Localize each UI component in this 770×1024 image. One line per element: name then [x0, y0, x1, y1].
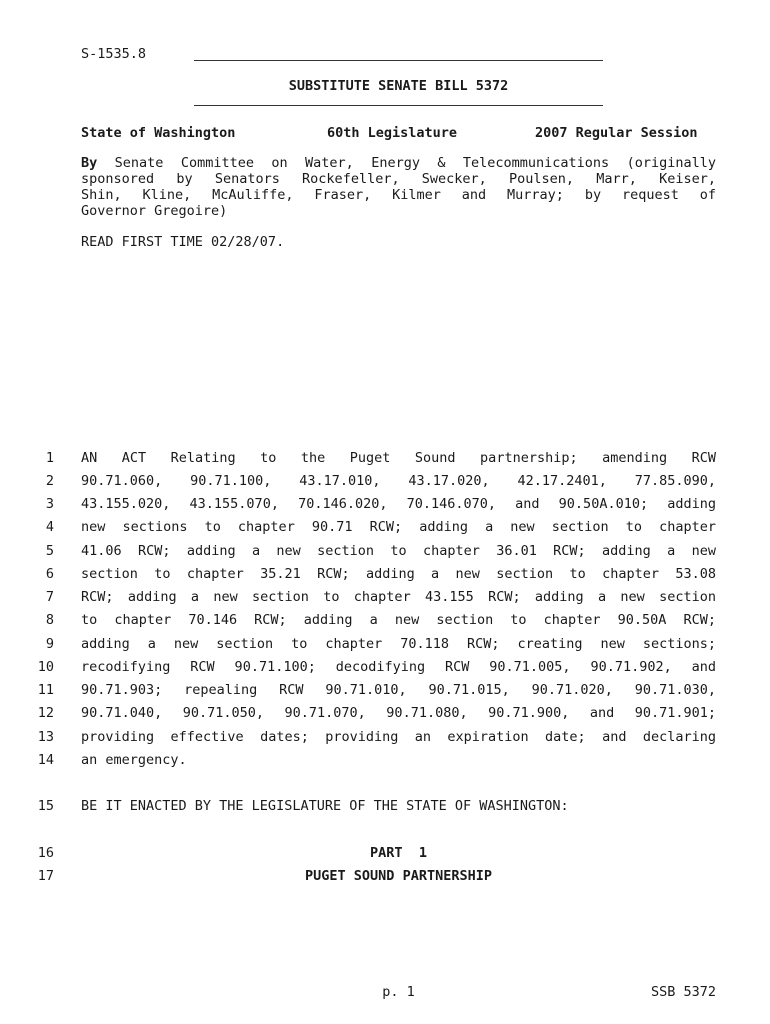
session-label: 2007 Regular Session [535, 125, 698, 141]
line-number: 9 [45, 636, 54, 652]
line-number: 15 [37, 798, 54, 814]
page-number: p. 1 [382, 984, 415, 1000]
line-text: 41.06 RCW; adding a new section to chapter 36.01 RCW; adding a new [81, 543, 716, 559]
line-number: 1 [45, 450, 54, 466]
by-label: By [81, 155, 98, 171]
line-number: 2 [45, 473, 54, 489]
legislature-label: 60th Legislature [327, 125, 458, 141]
line-number: 12 [37, 705, 54, 721]
line-number: 10 [37, 659, 54, 675]
sponsors-block [81, 155, 716, 219]
state-label: State of Washington [81, 125, 236, 141]
read-first-time: READ FIRST TIME 02/28/07. [81, 234, 285, 250]
bill-reference: SSB 5372 [650, 984, 716, 1000]
line-text: section to chapter 35.21 RCW; adding a new section to chapter 53.08 [81, 566, 716, 582]
sponsors-line-3: Shin, Kline, McAuliffe, Fraser, Kilmer and Murray; by request of [81, 187, 716, 203]
line-text: 90.71.040, 90.71.050, 90.71.070, 90.71.080, 90.71.900, and 90.71.901; [81, 705, 716, 721]
part-title-text: PUGET SOUND PARTNERSHIP [305, 868, 492, 884]
line-number: 14 [37, 752, 54, 768]
sponsors-line-1: By Senate Committee on Water, Energy & Telecommunications (originally [81, 155, 716, 171]
line-text: 90.71.060, 90.71.100, 43.17.010, 43.17.020, 42.17.2401, 77.85.090, [81, 473, 716, 489]
line-number: 6 [45, 566, 54, 582]
line-number: 3 [45, 496, 54, 512]
sponsors-line-4: Governor Gregoire) [81, 203, 228, 219]
sponsors-line-2: sponsored by Senators Rockefeller, Swecker, Poulsen, Marr, Keiser, [81, 171, 716, 187]
document-code: S-1535.8 [81, 46, 147, 62]
line-number: 17 [37, 868, 54, 884]
line-number: 8 [45, 612, 54, 628]
line-text: to chapter 70.146 RCW; adding a new section to chapter 90.50A RCW; [81, 612, 716, 628]
line-text: providing effective dates; providing an expiration date; and declaring [81, 729, 716, 745]
line-text: an emergency. [81, 752, 187, 768]
part-number: PART 1 [370, 845, 427, 861]
line-text: AN ACT Relating to the Puget Sound partnership; amending RCW [81, 450, 716, 466]
line-number: 7 [45, 589, 54, 605]
line-text: recodifying RCW 90.71.100; decodifying RCW 90.71.005, 90.71.902, and [81, 659, 716, 675]
line-number: 11 [37, 682, 54, 698]
header-rule-bottom [194, 105, 603, 106]
line-text: RCW; adding a new section to chapter 43.155 RCW; adding a new section [81, 589, 716, 605]
enacting-text: BE IT ENACTED BY THE LEGISLATURE OF THE STATE OF WASHINGTON: [81, 798, 569, 814]
line-number: 5 [45, 543, 54, 559]
line-text: 43.155.020, 43.155.070, 70.146.020, 70.146.070, and 90.50A.010; adding [81, 496, 716, 512]
line-text: new sections to chapter 90.71 RCW; adding a new section to chapter [81, 519, 716, 535]
header-rule-top [194, 60, 603, 61]
line-number: 4 [45, 519, 54, 535]
line-text: adding a new section to chapter 70.118 RCW; creating new sections; [81, 636, 716, 652]
line-number: 16 [37, 845, 54, 861]
line-text: 90.71.903; repealing RCW 90.71.010, 90.71.015, 90.71.020, 90.71.030, [81, 682, 716, 698]
bill-title: SUBSTITUTE SENATE BILL 5372 [288, 78, 509, 94]
line-number: 13 [37, 729, 54, 745]
